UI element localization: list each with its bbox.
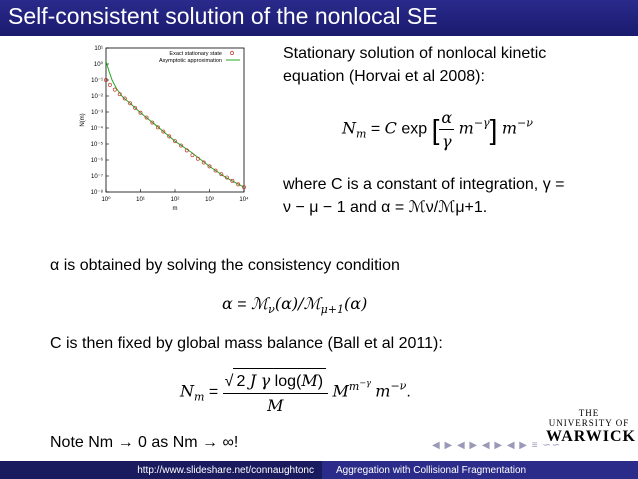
y-tick-label: 10⁻¹ [91,78,103,84]
title-bar [0,0,638,36]
y-tick-label: 10⁻³ [91,110,103,116]
exact-series-point [113,88,116,91]
y-tick-label: 10⁻⁷ [90,174,103,180]
y-tick-label: 10⁻⁸ [90,190,103,196]
footer [0,461,638,479]
x-tick-label: 10⁰ [101,197,111,203]
footer-title: Aggregation with Collisional Fragmentation [322,461,638,479]
slide-title: Self-consistent solution of the nonlocal SE [8,3,438,29]
logo-line-2: WARWICK [546,428,636,445]
y-tick-label: 10⁻⁶ [90,158,103,164]
alpha-text: α is obtained by solving the consistency condition [50,257,400,274]
exact-series-point [191,154,194,157]
x-axis-label: m [172,206,178,212]
intro-line-1: Stationary solution of nonlocal kinetic [283,45,547,62]
x-tick-label: 10³ [205,197,214,203]
legend-approx-label: Asymptotic approximation [159,58,222,64]
navigation-symbols[interactable]: ◀ ▶ ◀ ▶ ◀ ▶ ◀ ▶ ≡ ∽∽ [432,440,562,451]
x-tick-label: 10⁴ [239,197,249,203]
approx-series-line [106,61,244,187]
note-text: Note Nm → 0 as Nm → ∞! [50,434,239,451]
y-tick-label: 10⁻² [91,94,103,100]
x-tick-label: 10² [170,197,180,203]
plot-frame [106,48,244,192]
legend-exact-marker [230,51,233,54]
y-tick-label: 10⁰ [93,62,103,68]
where-line-1: where C is a constant of integration, γ = [283,176,565,193]
consistency-condition: α = ℳ$_\nu$(α)/ℳ$_{\mu+1}$(α) [222,294,368,316]
mass-balance-formula: $N_m$ = $\frac{\text{√ 2 J γ log(M)}}{M}$ $M^{m^{-\gamma}}$ $m^{-\nu}$. [180,368,411,417]
stationary-state-plot [76,40,252,216]
x-tick-label: 10¹ [136,197,145,203]
y-tick-label: 10⁻⁴ [90,126,103,132]
footer-url: http://www.slideshare.net/connaughtonc [0,461,322,479]
intro-line-2: equation (Horvai et al 2008): [283,68,485,85]
stationary-formula: $N_m = C$ exp [ $\frac{\alpha}{\gamma}$ $m^{-\gamma}$] $m^{-\nu}$ [342,108,533,151]
y-tick-label: 10⁻⁵ [90,142,103,148]
C-text: C is then fixed by global mass balance (Ball et al 2011): [50,335,443,352]
y-tick-label: 10¹ [94,46,103,52]
logo-line-1: THE UNIVERSITY OF [548,408,630,428]
y-axis-label: N(m) [80,113,86,127]
exact-series-point [108,83,111,86]
legend-exact-label: Exact stationary state [169,51,222,57]
where-line-2: ν − μ − 1 and α = ℳν/ℳμ+1. [283,199,488,216]
